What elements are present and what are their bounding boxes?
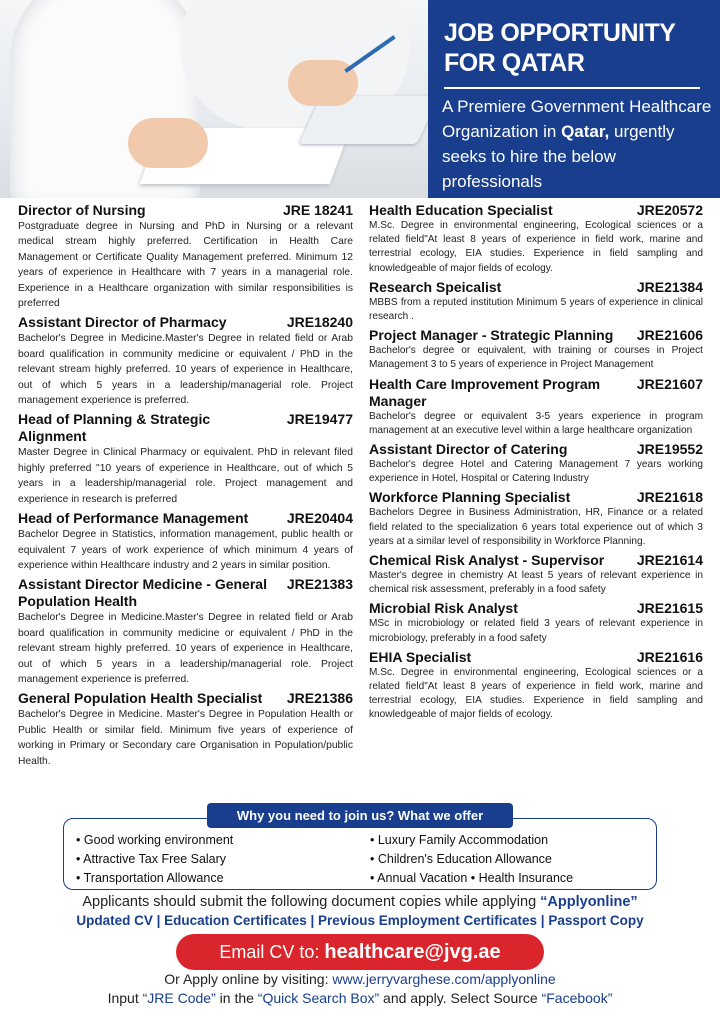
- offer-list-left: [76, 831, 233, 888]
- hero-photo: [0, 0, 428, 198]
- job-code: JRE21383: [286, 576, 353, 593]
- email-cv-button[interactable]: [176, 934, 544, 970]
- email-label: Email CV to:: [219, 942, 325, 962]
- job-title: EHIA Specialist: [369, 648, 472, 665]
- job-title: Workforce Planning Specialist: [369, 489, 571, 506]
- job-description: Postgraduate degree in Nursing and PhD in Nursing or a relevant medical stream highly preferred. Certification in Health Care Management or Certificate Quality Management preferred. Minimum 12 years of experience in Healthcare with 7 years in a managerial role. Experience in a Healthcare organization with similar responsibilities is preferred: [18, 221, 353, 310]
- job-code: JRE20572: [636, 202, 703, 218]
- job-header: [18, 202, 353, 219]
- job-header: [369, 489, 703, 506]
- banner-subtitle: [442, 94, 712, 194]
- job-title: Head of Performance Management: [18, 510, 249, 527]
- hand-shape: [128, 118, 208, 168]
- job-listing: [369, 649, 703, 723]
- job-code: JRE21614: [636, 552, 703, 569]
- offer-item: • Attractive Tax Free Salary: [76, 850, 233, 869]
- banner-subtitle-b: Qatar,: [561, 122, 610, 141]
- required-documents: Updated CV | Education Certificates | Previous Employment Certificates | Passport Copy: [76, 913, 644, 928]
- job-title: Research Speicalist: [369, 278, 502, 295]
- job-header: [369, 441, 703, 458]
- job-title: Assistant Director Medicine - General Population Health: [18, 576, 267, 610]
- job-listing: [18, 202, 353, 311]
- job-description: Master's degree in chemistry At least 5 years of relevant experience in chemical risk assessment, preferably in a food safety: [369, 570, 703, 596]
- job-header: [18, 510, 353, 527]
- apply-online-link[interactable]: www.jerryvarghese.com/applyonline: [332, 971, 556, 987]
- job-description: Bachelor's Degree in Medicine. Master's Degree in Population Health or Public Health or similar field. Minimum five years of experience of working in Primary or Secondary care Organisation in Population/public Health.: [18, 709, 353, 767]
- job-listing: [369, 376, 703, 438]
- banner-subtitle-a: A Premiere Government Healthcare Organization in: [442, 97, 712, 141]
- job-header: [369, 649, 703, 666]
- apply-online-line: [0, 971, 720, 987]
- job-header: [18, 690, 353, 707]
- search-instructions: [0, 990, 720, 1006]
- job-code: JRE18240: [286, 314, 353, 331]
- job-code: JRE21384: [636, 278, 703, 295]
- job-listing: [369, 327, 703, 372]
- banner-title-line2: FOR QATAR: [444, 49, 585, 77]
- job-code: JRE21618: [636, 489, 703, 506]
- job-listing: [18, 576, 353, 687]
- job-code: JRE21607: [636, 375, 703, 392]
- job-description: Master Degree in Clinical Pharmacy or equivalent. PhD in relevant filed highly preferred "10 years of experience in Healthcare, out of which 5 years in a leadership/managerial role. Project management and experience in research is preferred: [18, 447, 353, 505]
- job-header: [18, 576, 353, 610]
- job-description: Bachelor's Degree in Medicine.Master's Degree in related field or Arab board qualification in community medicine or equivalent / PhD in the relevant stream highly preferred. 10 years of experience in Healthcare, out of which 5 years in a leadership/managerial role. Project management experience is preferred.: [18, 612, 353, 685]
- job-code: JRE19477: [286, 411, 353, 428]
- job-description: M.Sc. Degree in environmental engineering, Ecological sciences or a related field"At least 8 years of experience in field work, marine and terrestrial ecology, EIA studies. Experience in field sampling and knowledgeable of major fields of ecology.: [369, 666, 703, 721]
- job-listing: [369, 441, 703, 486]
- right-job-column: [369, 202, 703, 726]
- job-title: Assistant Director of Pharmacy: [18, 314, 227, 331]
- email-address[interactable]: healthcare@jvg.ae: [324, 941, 501, 963]
- job-header: [18, 411, 353, 445]
- offer-item: • Annual Vacation • Health Insurance: [370, 869, 573, 888]
- job-title: Chemical Risk Analyst - Supervisor: [369, 552, 605, 569]
- job-listing: [369, 489, 703, 549]
- job-title: Assistant Director of Catering: [369, 441, 568, 458]
- banner-title-line1: JOB OPPORTUNITY: [444, 19, 676, 47]
- job-header: [369, 376, 703, 410]
- job-code: JRE21615: [636, 600, 703, 617]
- job-title: General Population Health Specialist: [18, 690, 263, 707]
- job-description: Bachelor's Degree in Medicine.Master's Degree in related field or Arab board qualification in community medicine or equivalent / PhD in the relevant stream highly preferred. 10 years of experience in Healthcare, out of which 5 years in a leadership/managerial role. Project management experience is preferred.: [18, 333, 353, 407]
- offer-item: • Transportation Allowance: [76, 869, 233, 888]
- job-description: Bachelor Degree in Statistics, information management, public health or equivalent 7 years of work experience of which minimum 4 years of experience within Healthcare industry and 2 years in similar position.: [18, 529, 353, 571]
- job-title: Head of Planning & Strategic Alignment: [18, 411, 211, 445]
- banner-subtitle-c: urgently seeks to hire the below professionals: [442, 122, 675, 191]
- job-title: Microbial Risk Analyst: [369, 600, 518, 617]
- job-description: MBBS from a reputed institution Minimum 5 years of experience in clinical research .: [369, 296, 703, 323]
- job-title: Director of Nursing: [18, 202, 146, 218]
- job-header: [18, 314, 353, 331]
- job-header: [369, 552, 703, 569]
- job-code: JRE20404: [286, 510, 353, 527]
- input-d: “Quick Search Box”: [257, 990, 380, 1006]
- job-code: JRE19552: [636, 441, 703, 458]
- apply-instructions: [0, 894, 720, 910]
- offer-list-right: [370, 831, 573, 888]
- job-listing: [369, 600, 703, 645]
- job-description: Bachelor's degree Hotel and Catering Management 7 years working experience in Hotel, Hospital or Catering Industry: [369, 459, 703, 485]
- job-description: M.Sc. Degree in environmental engineering, Ecological sciences or a related field"At least 8 years of experience in field work, marine and terrestrial ecology, EIA studies. Experience in field sampling and knowledgeable of major fields of ecology.: [369, 220, 703, 274]
- job-listing: [18, 314, 353, 408]
- banner-divider: [444, 87, 700, 89]
- why-join-heading: Why you need to join us? What we offer: [207, 803, 513, 828]
- job-listing: [18, 411, 353, 507]
- job-description: Bachelor's degree or equivalent, with training or courses in Project Management 3 to 5 years of experience in Project Management: [369, 345, 703, 371]
- offer-item: • Children's Education Allowance: [370, 850, 573, 869]
- offer-box: [63, 818, 657, 890]
- job-code: JRE21386: [286, 690, 353, 707]
- job-listing: [369, 202, 703, 276]
- job-description: MSc in microbiology or related field 3 years of relevant experience in microbiology, preferably in a food safety: [369, 618, 703, 644]
- job-header: [369, 600, 703, 617]
- job-title: Health Care Improvement Program Manager: [369, 375, 601, 409]
- job-listing: [369, 279, 703, 324]
- job-header: [369, 279, 703, 296]
- job-code: JRE21616: [636, 648, 703, 665]
- job-title: Health Education Specialist: [369, 202, 553, 218]
- apply-highlight: “Applyonline”: [540, 894, 638, 910]
- job-listing: [369, 552, 703, 597]
- job-listing: [18, 510, 353, 573]
- offer-item: • Good working environment: [76, 831, 233, 850]
- offer-item: • Luxury Family Accommodation: [370, 831, 573, 850]
- input-e: and apply. Select Source: [379, 990, 542, 1006]
- apply-text: Applicants should submit the following document copies while applying: [82, 894, 541, 910]
- input-b: “JRE Code”: [142, 990, 216, 1006]
- job-description: Bachelor's degree or equivalent 3-5 years experience in program management at an executive level within a large healthcare organization: [369, 410, 703, 436]
- title-banner: [428, 0, 720, 198]
- job-description: Bachelors Degree in Business Administration, HR, Finance or a related field related to the specialization 6 years total experience out of which 3 years at a similar level of responsibility in Workforce Planning.: [369, 507, 703, 547]
- job-header: [369, 202, 703, 219]
- job-header: [369, 327, 703, 344]
- job-code: JRE21606: [636, 327, 703, 344]
- job-listing: [18, 690, 353, 769]
- input-a: Input: [107, 990, 143, 1006]
- job-title: Project Manager - Strategic Planning: [369, 327, 614, 344]
- input-f: “Facebook”: [541, 990, 613, 1006]
- input-c: in the: [215, 990, 258, 1006]
- banner-title: [444, 18, 675, 78]
- online-text: Or Apply online by visiting:: [164, 971, 333, 987]
- job-code: JRE 18241: [282, 202, 353, 218]
- left-job-column: [18, 202, 353, 772]
